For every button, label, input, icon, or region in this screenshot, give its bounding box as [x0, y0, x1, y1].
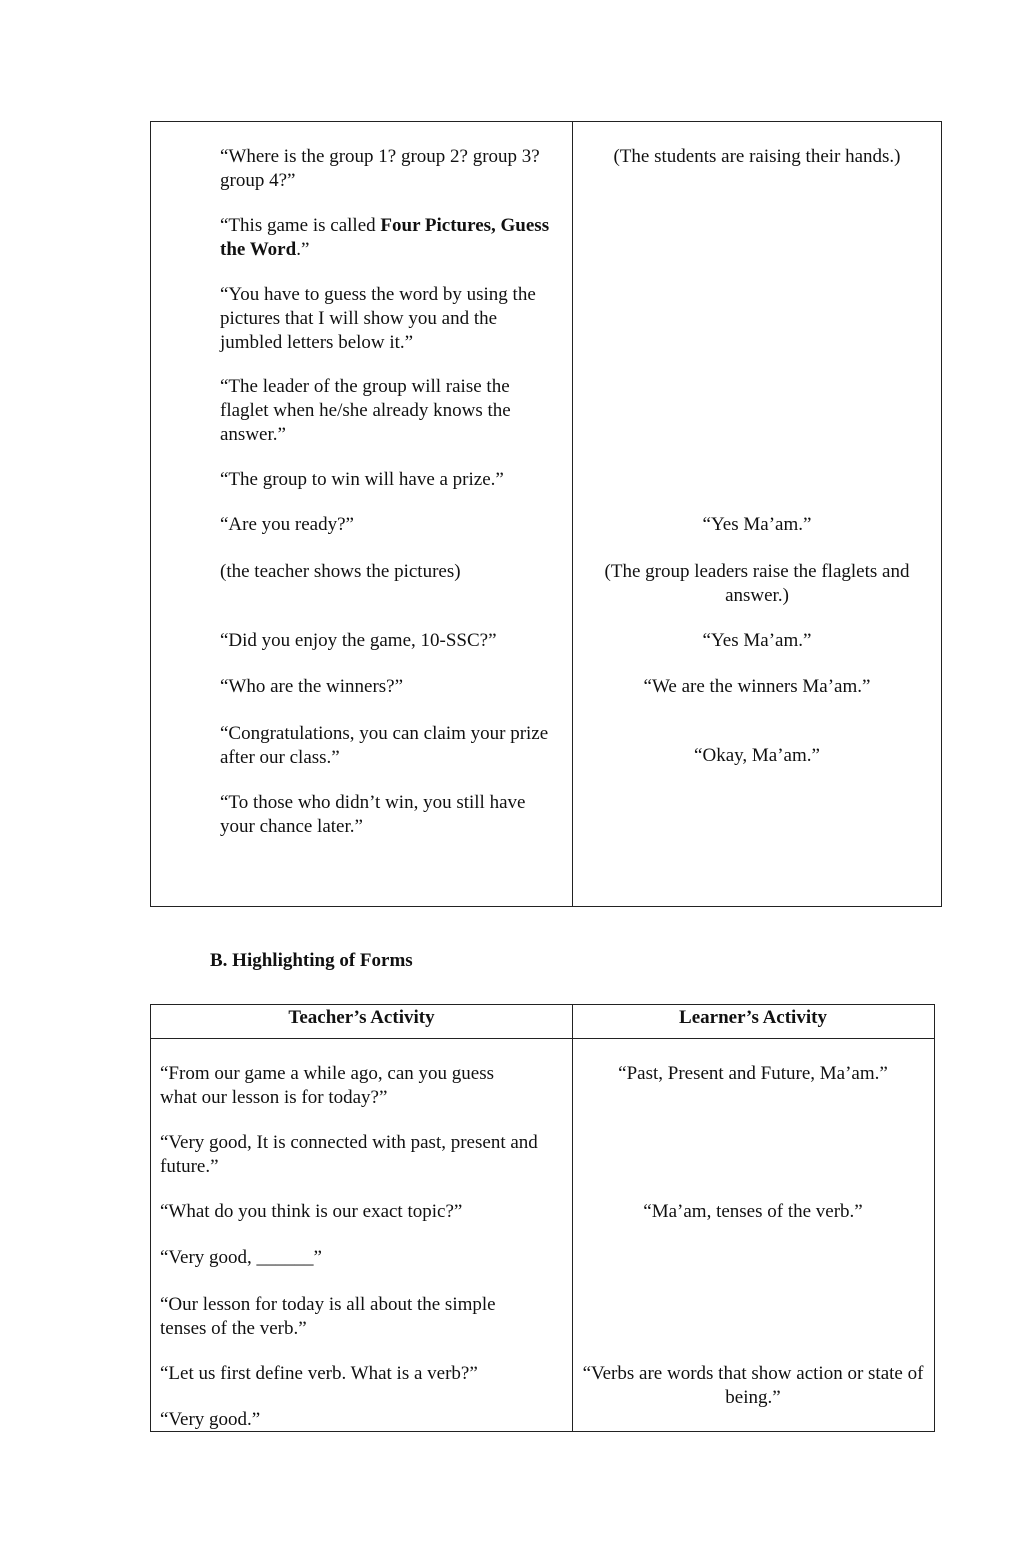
activity-table-continued [150, 121, 942, 907]
teacher-line: “Are you ready?” [220, 514, 354, 535]
learner-line: “Yes Ma’am.” [702, 514, 812, 535]
learner-line: “We are the winners Ma’am.” [643, 676, 871, 697]
learner-line: “Ma’am, tenses of the verb.” [643, 1201, 863, 1222]
teacher-line: “Our lesson for today is all about the simple tenses of the verb.” [160, 1294, 496, 1339]
section-heading: B. Highlighting of Forms [210, 950, 413, 971]
learner-line: “Verbs are words that show action or state of being.” [582, 1363, 924, 1408]
teacher-line: “This game is called Four Pictures, Guess the Word.” [220, 215, 550, 260]
column-header-learner: Learner’s Activity [679, 1007, 827, 1028]
teacher-line: “Congratulations, you can claim your prize after our class.” [220, 723, 549, 768]
learner-line: (The students are raising their hands.) [613, 146, 901, 167]
learner-line: (The group leaders raise the flaglets and answer.) [604, 561, 910, 606]
column-header-teacher: Teacher’s Activity [288, 1007, 435, 1028]
teacher-line: “Very good.” [160, 1409, 261, 1430]
teacher-line: (the teacher shows the pictures) [220, 561, 461, 582]
teacher-line: “Did you enjoy the game, 10-SSC?” [220, 630, 497, 651]
learner-line: “Yes Ma’am.” [702, 630, 812, 651]
teacher-line: “The leader of the group will raise the flaglet when he/she already knows the answer.” [220, 376, 511, 445]
teacher-line: “Very good, It is connected with past, present and future.” [160, 1132, 538, 1177]
teacher-line: “Who are the winners?” [220, 676, 404, 697]
teacher-line: “Where is the group 1? group 2? group 3? group 4?” [220, 146, 540, 191]
teacher-line: “Let us first define verb. What is a verb?” [160, 1363, 478, 1384]
teacher-line: “What do you think is our exact topic?” [160, 1201, 463, 1222]
game-title: Four Pictures, Guess the Word [220, 215, 550, 260]
learner-line: “Past, Present and Future, Ma’am.” [618, 1063, 888, 1084]
teacher-line: “The group to win will have a prize.” [220, 469, 504, 490]
activity-table [150, 1004, 935, 1432]
teacher-line: “Very good, ______” [160, 1247, 322, 1268]
learner-line: “Okay, Ma’am.” [694, 745, 820, 766]
teacher-line: “To those who didn’t win, you still have your chance later.” [220, 792, 526, 837]
teacher-line: “From our game a while ago, can you guess what our lesson is for today?” [160, 1063, 494, 1108]
teacher-line: “You have to guess the word by using the pictures that I will show you and the jumbled letters below it.” [220, 284, 536, 353]
